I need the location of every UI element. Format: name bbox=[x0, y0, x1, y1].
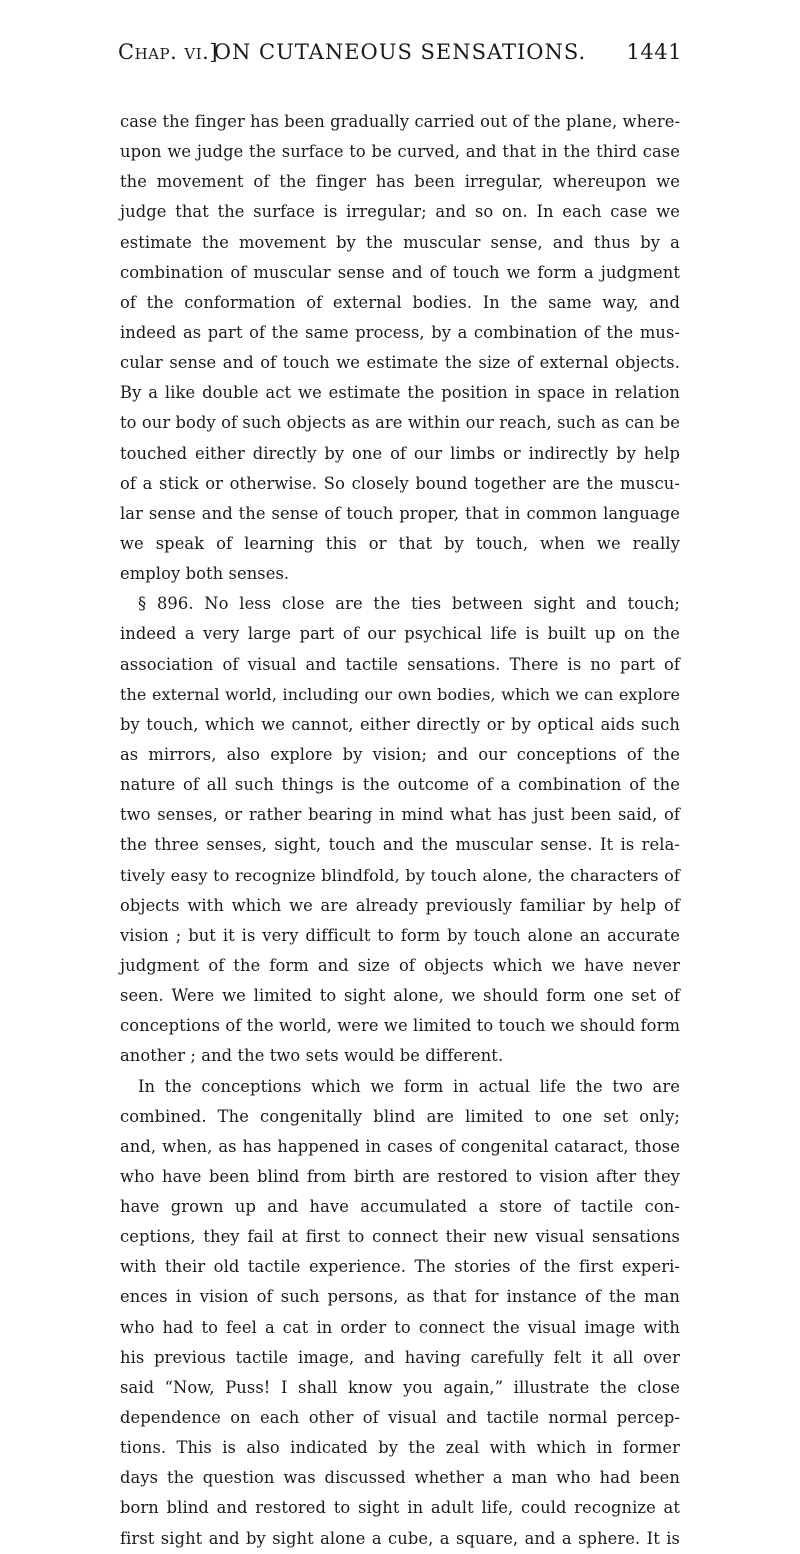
text-line: touched either directly by one of our limbs or indirectly by help bbox=[120, 443, 680, 463]
text-line: combined. The congenitally blind are limited to one set only; bbox=[120, 1106, 680, 1126]
text-line: ences in vision of such persons, as that for instance of the man bbox=[120, 1287, 680, 1307]
text-line: indeed as part of the same process, by a combination of the mus- bbox=[120, 322, 680, 342]
text-line: two senses, or rather bearing in mind what has just been said, of bbox=[120, 805, 680, 825]
text-line: the movement of the finger has been irregular, whereupon we bbox=[120, 172, 680, 192]
text-line: § 896. No less close are the ties between sight and touch; bbox=[138, 594, 680, 614]
text-line: said “Now, Puss! I shall know you again,” illustrate the close bbox=[120, 1377, 680, 1397]
chapter-label: Chap. vi.] bbox=[118, 40, 219, 64]
page-title: ON CUTANEOUS SENSATIONS. bbox=[213, 40, 587, 64]
text-line: dependence on each other of visual and tactile normal percep- bbox=[120, 1408, 680, 1428]
text-line: and, when, as has happened in cases of congenital cataract, those bbox=[120, 1136, 680, 1156]
text-line: who have been blind from birth are restored to vision after they bbox=[120, 1166, 680, 1186]
text-line: judgment of the form and size of objects which we have never bbox=[120, 955, 680, 975]
text-line: we speak of learning this or that by touch, when we really bbox=[120, 533, 680, 553]
text-line: by touch, which we cannot, either directly or by optical aids such bbox=[120, 714, 680, 734]
text-line: upon we judge the surface to be curved, and that in the third case bbox=[120, 142, 680, 162]
text-line: as mirrors, also explore by vision; and our conceptions of the bbox=[120, 744, 680, 764]
text-line: cular sense and of touch we estimate the size of external objects. bbox=[120, 353, 680, 373]
text-line: employ both senses. bbox=[120, 564, 290, 584]
text-line: to our body of such objects as are within our reach, such as can be bbox=[120, 413, 680, 433]
text-line: judge that the surface is irregular; and so on. In each case we bbox=[120, 202, 680, 222]
page-number: 1441 bbox=[626, 40, 682, 64]
body-text bbox=[120, 107, 680, 1554]
text-line: association of visual and tactile sensations. There is no part of bbox=[120, 654, 680, 674]
text-line: case the finger has been gradually carried out of the plane, where- bbox=[120, 112, 681, 131]
text-line: ceptions, they fail at first to connect their new visual sensations bbox=[120, 1227, 680, 1247]
text-line: tions. This is also indicated by the zeal with which in former bbox=[120, 1438, 680, 1458]
text-line: days the question was discussed whether a man who had been bbox=[120, 1468, 680, 1488]
text-line: In the conceptions which we form in actual life the two are bbox=[138, 1076, 680, 1096]
text-line: estimate the movement by the muscular sense, and thus by a bbox=[120, 232, 680, 252]
text-line: the external world, including our own bodies, which we can explore bbox=[120, 684, 680, 704]
text-line: another ; and the two sets would be different. bbox=[120, 1046, 504, 1066]
text-line: who had to feel a cat in order to connect the visual image with bbox=[120, 1317, 680, 1337]
text-line: first sight and by sight alone a cube, a square, and a sphere. It is bbox=[120, 1528, 680, 1548]
running-head bbox=[118, 36, 682, 68]
text-line: nature of all such things is the outcome of a combination of the bbox=[120, 775, 680, 795]
text-line: the three senses, sight, touch and the muscular sense. It is rela- bbox=[120, 835, 680, 855]
text-line: seen. Were we limited to sight alone, we should form one set of bbox=[120, 986, 680, 1006]
text-line: objects with which we are already previously familiar by help of bbox=[120, 895, 680, 915]
text-line: combination of muscular sense and of touch we form a judgment bbox=[120, 262, 680, 282]
text-line: vision ; but it is very difficult to form by touch alone an accurate bbox=[120, 925, 680, 945]
text-line: of the conformation of external bodies. In the same way, and bbox=[120, 292, 680, 312]
text-line: have grown up and have accumulated a store of tactile con- bbox=[120, 1197, 680, 1217]
text-line: lar sense and the sense of touch proper, that in common language bbox=[120, 503, 680, 523]
text-line: of a stick or otherwise. So closely bound together are the muscu- bbox=[120, 473, 680, 493]
text-line: tively easy to recognize blindfold, by touch alone, the characters of bbox=[120, 865, 680, 885]
text-line: By a like double act we estimate the position in space in relation bbox=[120, 383, 680, 403]
text-line: indeed a very large part of our psychical life is built up on the bbox=[120, 624, 680, 644]
text-line: his previous tactile image, and having carefully felt it all over bbox=[120, 1347, 680, 1367]
text-line: conceptions of the world, were we limited to touch we should form bbox=[120, 1016, 680, 1036]
text-line: with their old tactile experience. The stories of the first experi- bbox=[120, 1257, 680, 1277]
text-line: born blind and restored to sight in adult life, could recognize at bbox=[120, 1498, 680, 1518]
